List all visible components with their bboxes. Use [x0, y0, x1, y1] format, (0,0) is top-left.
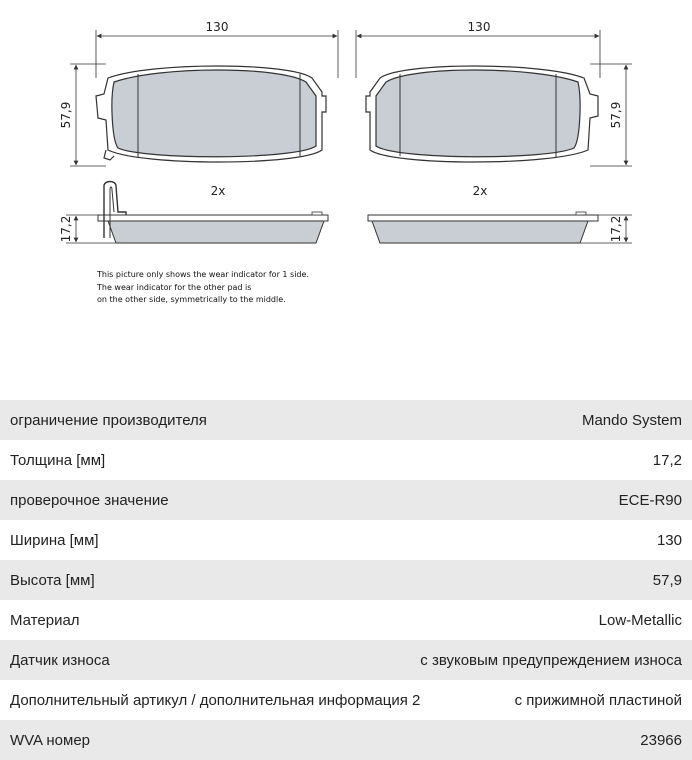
specifications-table: [0, 400, 692, 760]
spec-value: 17,2: [652, 451, 682, 469]
spec-label: Дополнительный артикул / дополнительная информация 2: [10, 691, 421, 709]
spec-label: WVA номер: [10, 731, 91, 749]
spec-value: с звуковым предупреждением износа: [420, 651, 682, 669]
right-thickness-label: 17,2: [609, 215, 623, 243]
spec-value: 57,9: [652, 571, 682, 589]
spec-value: с прижимной пластиной: [514, 691, 682, 709]
spec-value: 23966: [640, 731, 682, 749]
right-width-label: 130: [467, 20, 491, 34]
right-pad-side-view: [368, 212, 598, 243]
spec-label: проверочное значение: [10, 491, 169, 509]
spec-label: Датчик износа: [10, 651, 110, 669]
wear-indicator-note: [97, 269, 309, 307]
right-pad-front-view: [366, 66, 598, 162]
spec-row-wva-number: [0, 720, 692, 760]
left-height-label: 57,9: [59, 101, 73, 129]
left-pad-front-view: [96, 66, 326, 162]
spec-label: Высота [мм]: [10, 571, 95, 589]
spec-label: ограничение производителя: [10, 411, 207, 429]
spec-value: ECE-R90: [618, 491, 682, 509]
spec-value: Mando System: [581, 411, 682, 429]
right-pad-friction-material: [376, 70, 580, 157]
left-width-label: 130: [205, 20, 229, 34]
spec-row-additional-info: [0, 680, 692, 720]
right-quantity-label: 2x: [472, 184, 488, 198]
left-thickness-label: 17,2: [59, 215, 73, 243]
note-line: on the other side, symmetrically to the middle.: [97, 295, 286, 304]
left-pad-friction-material: [112, 70, 316, 157]
spec-value: 130: [656, 531, 682, 549]
right-height-label: 57,9: [609, 101, 623, 129]
spec-label: Толщина [мм]: [10, 451, 106, 469]
spec-label: Ширина [мм]: [10, 531, 99, 549]
spec-row-material: [0, 600, 692, 640]
left-quantity-label: 2x: [210, 184, 226, 198]
spec-row-test-value: [0, 480, 692, 520]
spec-label: Материал: [10, 611, 80, 629]
spec-row-thickness: [0, 440, 692, 480]
spec-row-manufacturer-restriction: [0, 400, 692, 440]
spec-row-width: [0, 520, 692, 560]
note-line: This picture only shows the wear indicator for 1 side.: [97, 270, 309, 279]
spec-value: Low-Metallic: [598, 611, 682, 629]
spec-row-height: [0, 560, 692, 600]
note-line: The wear indicator for the other pad is: [97, 282, 252, 292]
spec-row-wear-sensor: [0, 640, 692, 680]
